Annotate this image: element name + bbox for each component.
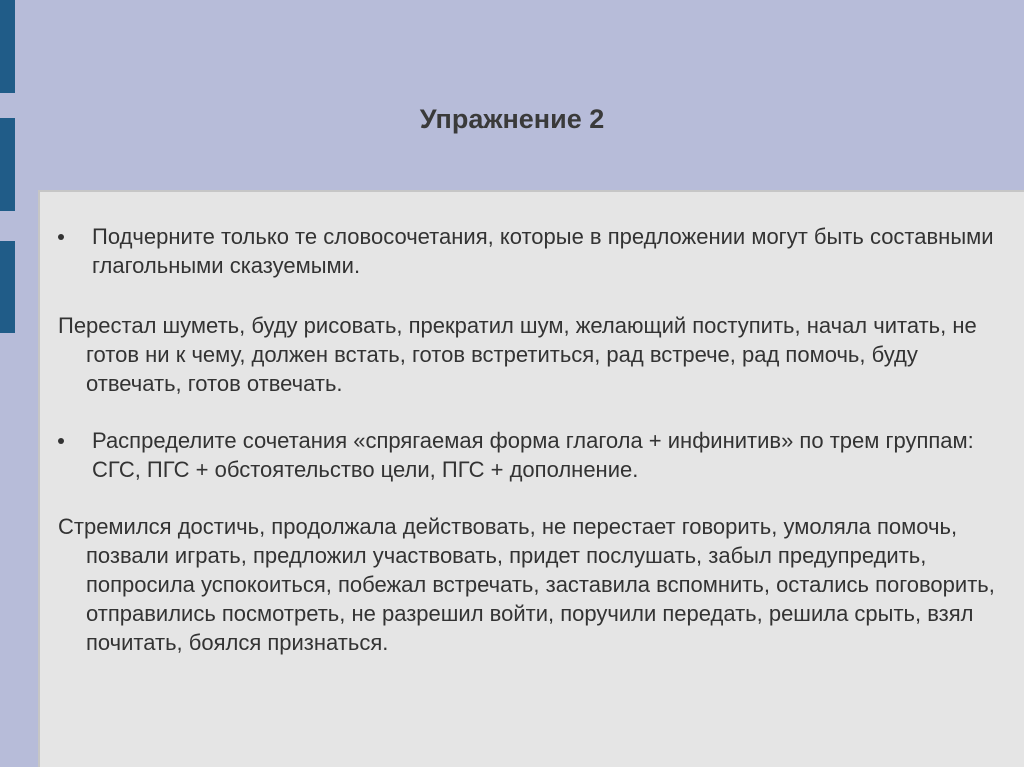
task-1-text: Перестал шуметь, буду рисовать, прекратил шум, желающий поступить, начал читать, не готов ни к чему, должен встать, готов встретиться, рад встрече, рад помочь, буду отвечать, готов отвечать. xyxy=(58,313,977,396)
task-2-bullet xyxy=(58,426,1008,484)
accent-bar-bottom xyxy=(0,241,15,333)
task-1-instruction: Подчерните только те словосочетания, которые в предложении могут быть составными глагольными сказуемыми. xyxy=(92,224,994,278)
content-panel xyxy=(38,190,1024,767)
accent-bar-top xyxy=(0,0,15,93)
bullet-dot-icon xyxy=(58,234,64,240)
bullet-dot-icon xyxy=(58,438,64,444)
task-2-text: Стремился достичь, продолжала действовать, не перестает говорить, умоляла помочь, позвали играть, предложил участвовать, придет послушать, забыл предупредить, попросила успокоиться, побежал встречать, заставила вспомнить, остались поговорить, отправились посмотреть, не разрешил войти, поручили передать, решила срыть, взял почитать, боялся признаться. xyxy=(58,514,995,655)
task-1-bullet xyxy=(58,222,1008,280)
task-2-instruction: Распределите сочетания «спрягаемая форма глагола + инфинитив» по трем группам: СГС, ПГС + обстоятельство цели, ПГС + дополнение. xyxy=(92,428,974,482)
slide-title: Упражнение 2 xyxy=(419,104,605,134)
